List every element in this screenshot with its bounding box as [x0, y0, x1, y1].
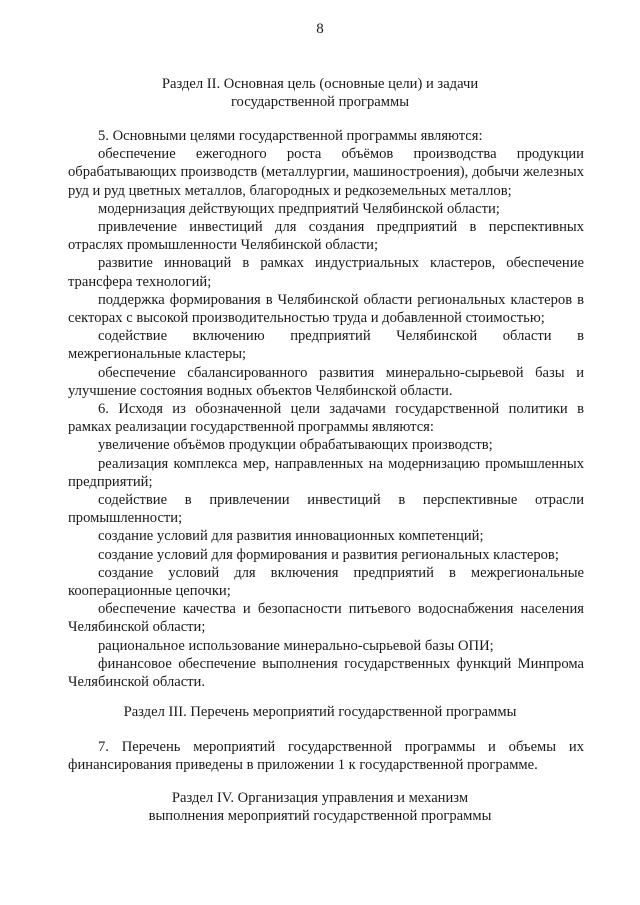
paragraph-goal-production: обеспечение ежегодного роста объёмов производства продукции обрабатывающих производств (металлургии, машиностроения), добычи железных руд и руд цветных металлов, благородных и редкоземельных металлов; [68, 146, 584, 199]
paragraph-task-cooperation: создание условий для включения предприятий в межрегиональные кооперационные цепочки; [68, 564, 584, 600]
paragraph-goals-intro: 5. Основными целями государственной программы являются: [98, 128, 483, 144]
paragraph-goal-modernization: модернизация действующих предприятий Челябинской области; [98, 200, 500, 217]
paragraph-goal-investment: привлечение инвестиций для создания предприятий в перспективных отраслях промышленности Челябинской области; [68, 219, 584, 254]
paragraph-task-water: обеспечение качества и безопасности питьевого водоснабжения населения Челябинской области; [68, 601, 584, 636]
paragraph-task-clusters: создание условий для формирования и развития региональных кластеров; [98, 546, 559, 563]
section-2-body [68, 127, 584, 691]
paragraph-task-investment: содействие в привлечении инвестиций в перспективные отрасли промышленности; [68, 492, 584, 527]
paragraph-activities-list: 7. Перечень мероприятий государственной программы и объемы их финансирования приведены в приложении 1 к государственной программе. [68, 739, 584, 774]
section-3-heading: Раздел III. Перечень мероприятий государственной программы [123, 704, 517, 720]
section-2-heading-line-1: Раздел II. Основная цель (основные цели) и задачи [161, 76, 479, 92]
paragraph-task-opi: рациональное использование минерально-сырьевой базы ОПИ; [98, 637, 494, 654]
paragraph-task-finance: финансовое обеспечение выполнения государственных функций Минпрома Челябинской области. [68, 655, 584, 691]
page-number: 8 [316, 21, 324, 37]
paragraph-goal-mineral-base: обеспечение сбалансированного развития минерально-сырьевой базы и улучшение состояния водных объектов Челябинской области. [68, 364, 584, 399]
paragraph-goal-interregional: содействие включению предприятий Челябинской области в межрегиональные кластеры; [68, 328, 584, 363]
section-4-heading-line-1: Раздел IV. Организация управления и механизм [171, 790, 469, 806]
paragraph-tasks-intro: 6. Исходя из обозначенной цели задачами государственной политики в рамках реализации государственной программы являются: [68, 401, 584, 436]
section-2-heading-line-2: государственной программы [230, 94, 410, 110]
paragraph-goal-innovation: развитие инноваций в рамках индустриальных кластеров, обеспечение трансфера технологий; [68, 255, 584, 290]
section-3-body [68, 738, 584, 774]
paragraph-task-competences: создание условий для развития инновационных компетенций; [98, 528, 484, 545]
paragraph-task-output: увеличение объёмов продукции обрабатывающих производств; [98, 437, 493, 454]
paragraph-task-modernization: реализация комплекса мер, направленных на модернизацию промышленных предприятий; [68, 455, 584, 490]
paragraph-goal-clusters: поддержка формирования в Челябинской области региональных кластеров в секторах с высокой производительностью труда и добавленной стоимостью; [68, 291, 584, 327]
section-4-heading-line-2: выполнения мероприятий государственной программы [148, 808, 492, 824]
